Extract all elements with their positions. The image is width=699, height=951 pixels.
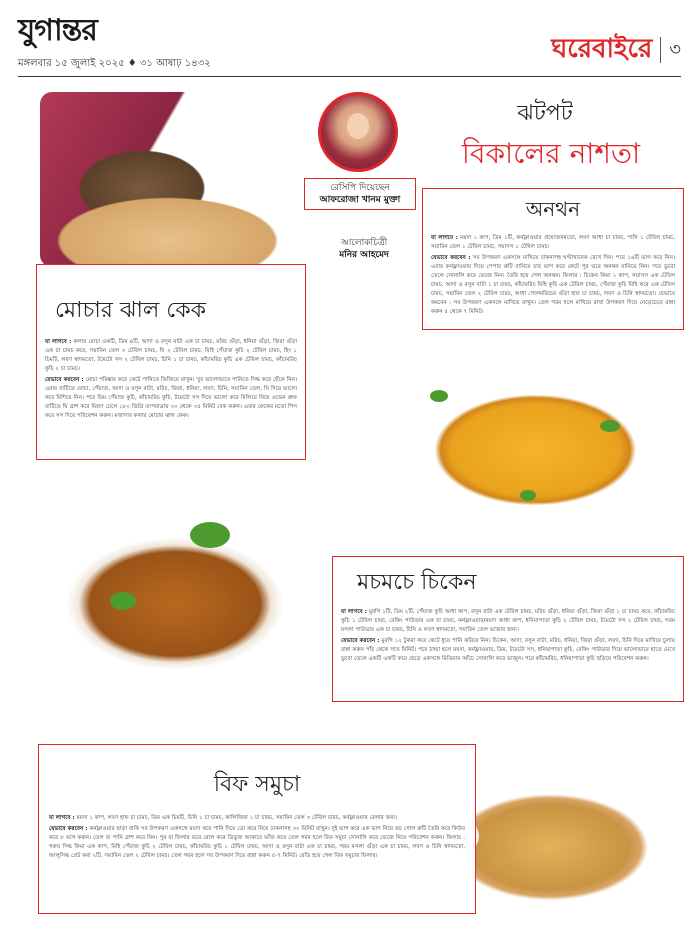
ingredients-value: কলার মোচা একটি, ডিম ৪টি, আদা ও রসুন বাটা এক চা চামচ, মরিচ গুঁড়া, ধনিয়া গুঁড়া, জিরা গুঁড়া এক চা চামচ করে, সয়াবিন তেল ৩ টেবিল চামচ, ঘি ২ টেবিল চামচ, মিহি পেঁয়াজ কুচি ২ টেবিল চামচ, হিং ১ চিমটি, লবণ স্বাদমতো, টমেটো সস ২ টেবিল চামচ, চিনি ১ চা চামচ, কাঁচামরিচ কুচি এক টেবিল চামচ, কাঁচামরিচ কুচি ২ চা চামচ। (45, 339, 298, 372)
dateline: মঙ্গলবার ১৫ জুলাই ২০২৫ ♦ ৩১ আষাঢ় ১৪৩২ (18, 58, 211, 69)
method-text (431, 254, 675, 317)
coriander-garnish-icon (600, 420, 620, 432)
newspaper-logo: যুগান্তর (18, 13, 97, 48)
recipe-box-crispy-chicken (332, 556, 684, 702)
coriander-garnish-icon (520, 490, 536, 501)
mint-garnish-icon (110, 592, 136, 610)
header-rule (18, 76, 681, 77)
ingredients-value: মুরগি ১টি, ডিম ২টি, পেঁয়াজ কুচি আধা কাপ, রসুন বাটা এক টেবিল চামচ, মরিচ গুঁড়া, ধনিয়া গুঁড়া, জিরা গুঁড়া ১ চা চামচ করে, কাঁচামরিচ কুচি ১ টেবিল চামচ, বেকিং পাউডার এক চা চামচ, কর্নফ্লাওয়ার/ময়দা আধা কাপ, ধনিয়াপাতা কুচি ২ টেবিল চামচ, টমেটো সস ২ টেবিল চামচ, গরম মসলা পাউডার এক চা চামচ, চিনি ও লবণ স্বাদমতো, সয়াবিন তেল ভাজার জন্য। (341, 609, 676, 633)
recipe-title: মচমচে চিকেন (357, 570, 477, 595)
method-value: সব উপকরণ একসঙ্গে মাখিয়ে ঢাকনাসহ ঘণ্টাখানেক রেখে দিন। পরে ১৬টি ভাগ করে নিন। এবার কর্নফ্লাওয়ার দিয়ে পেপার রুটি বানিয়ে চার ভাগ করে কেটে পুর ভরে অনথন বানিয়ে নিন। পরে ডুবো তেলে সোনালি করে ভেজে নিন। তৈরি হয়ে গেল অনথন। ফিলার : চিকেন কিমা ১ কাপ, সয়াসস এক টেবিল চামচ, আদা ও রসুন বাটা ১ চা চামচ, কাঁচামরিচ মিহি কুচি এক টেবিল চামচ, পেঁয়াজ কুচি মিহি করে এক টেবিল চামচ, সয়াবিন তেল ২ টেবিল চামচ, আধা গোলমরিচের গুঁড়া হাফ চা চামচ, লবণ ও চিনি স্বাদমতো। যেভাবে করবেন : সব উপকরণ একসঙ্গে মাখিয়ে রাখুন। তেল গরম হলে মাখিয়ে রাখা উপকরণ দিয়ে নেড়েচেড়ে রান্না করুন ৫ থেকে ৭ মিনিট। (431, 255, 675, 315)
method-value: মোচা পরিষ্কার করে কেটে পানিতে ভিজিয়ে রাখুন। খুব ভালোভাবে পানিতে সিদ্ধ করে ছেঁকে নিন। এবার বাটিতে মোচা, পেঁয়াজ, আদা ও রসুন বাটা, মরিচ, জিরা, ধনিয়া, লবণ, চিনি, সয়াবিন তেল, ঘি দিয়ে ভালো করে মিশিয়ে নিন। পরে ডিম পেঁয়াজ কুচি, কাঁচামরিচ কুচি, টমেটো সস দিয়ে ভালো করে মিলিয়ে নিয়ে ওভেন প্রুফ বাটিতে ঘি ব্রাশ করে মিশ্রণ ঢেলে ১৮০ ডিগ্রি তাপমাত্রায় ৩০ থেকে ৩৫ মিনিট বেক করুন। এবার কেকের মতো পিস করে সস দিয়ে পরিবেশন করুন। মজাদার কলার মোচার ঝাল কেক। (45, 377, 298, 419)
ingredients-text (341, 608, 675, 635)
ingredients-value: ময়দা ১ কাপ, ডিম ১টি, কর্নফ্লাওয়ার প্রয়োজনমতো, লবণ আধা চা চামচ, পানি ১ টেবিল চামচ, সয়াবিন তেল ১ টেবিল চামচ, সয়াসস ১ টেবিল চামচ। (431, 235, 675, 250)
face-icon (347, 113, 369, 139)
feature-kicker: ঝটপট (517, 101, 573, 126)
coriander-garnish-icon (430, 390, 448, 402)
method-value: কর্নফ্লাওয়ার ছাড়া বাকি সব উপকরণ একসঙ্গে ময়দা করে পানি দিয়ে ডো করে নিয়ে ঢাকনাসহ ৩০ মিনিট রাখুন। দুই ভাগ করে এক ভাগ নিয়ে বড় গোল রুটি তৈরি করে কিউব করে ৮ ভাগ করুন। তেল বা পানি ব্রাশ করে নিন। পুর বা ফিলার ভরে রোল করে ত্রিভুজ আকারে ভাঁজ করে তেল গরম হলে বিফ সমুচা সোনালি করে ভেজে নিয়ে পরিবেশন করুন। ফিলার : গরুর সিদ্ধ কিমা এক কাপ, মিহি পেঁয়াজ কুচি ২ টেবিল চামচ, কাঁচামরিচ কুচি ১ টেবিল চামচ, আদা ও রসুন বাটা এক চা চামচ, গরম মসলা গুঁড়া এক চা চামচ, লবণ ও চিনি স্বাদমতো, আলুসিদ্ধ গ্রেট করা ২টি, সয়াবিন তেল ২ টেবিল চামচ। তেল গরম হলে সব উপকরণ দিয়ে রান্না করুন ৫-৭ মিনিট। রেডি হয়ে গেল বিফ সমুচার ফিলার। (49, 826, 465, 859)
crispy-chicken-photo (20, 492, 330, 707)
ingredients-label: যা লাগবে : (45, 339, 72, 345)
ingredients-text (431, 234, 675, 252)
recipe-box-anthon (422, 188, 684, 330)
mint-garnish-icon (190, 522, 230, 548)
page-number: ৩ (669, 38, 681, 60)
ingredients-value: ময়দা ১ কাপ, লবণ হাফ চা চামচ, ডিম এক চিমটি, চিনি ১ চা চামচ, কালিজিরা ১ চা চামচ, সয়াবিন তেল ৩ টেবিল চামচ, কর্নফ্লাওয়ার বেলার জন্য। (76, 815, 398, 821)
recipe-credit-label: রেসিপি দিয়েছেন (330, 183, 390, 193)
photo-credit-label: আলোকচিত্রী (340, 238, 388, 248)
method-label: যেভাবে করবেন : (341, 638, 380, 644)
photo-credit-name: মনির আহমেদ (339, 250, 389, 260)
method-label: যেভাবে করবেন : (45, 377, 84, 383)
method-label: যেভাবে করবেন : (49, 826, 88, 832)
masthead (18, 13, 211, 73)
ingredients-label: যা লাগবে : (431, 235, 458, 241)
section-divider (660, 37, 661, 63)
method-text (49, 825, 465, 861)
chef-avatar (318, 92, 398, 172)
method-text (45, 376, 297, 421)
method-label: যেভাবে করবেন : (431, 255, 471, 261)
recipe-box-mocha-cake (36, 264, 306, 460)
recipe-title: অনথন (525, 197, 581, 221)
ingredients-label: যা লাগবে : (341, 609, 367, 615)
photo-credit (328, 237, 400, 261)
mocha-cake-photo (40, 92, 295, 267)
recipe-title: মোচার ঝাল কেক (55, 298, 206, 323)
method-value: মুরগি ১২ টুকরা করে কেটে ধুয়ে পানি ঝরিয়ে নিন। চিকেন, আদা, রসুন বাটা, মরিচ, ধনিয়া, জিরা গুঁড়া, লবণ, চিনি দিয়ে মাখিয়ে চুলায় রান্না করুন পাঁচ থেকে সাত মিনিট। পরে ঠান্ডা হলে ময়দা, কর্নফ্লাওয়ার, ডিম, টমেটো সস, ধনিয়াপাতা কুচি, বেকিং পাউডার দিয়ে ভালোভাবে হাতে মেখে ডুবো তেলে একটি একটি করে ছেড়ে একসঙ্গে মিডিয়াম আঁচে সোনালি করে ভাজুন। পরে কাঁচামরিচ, ধনিয়াপাতা কুচি ছড়িয়ে পরিবেশন করুন। (341, 638, 675, 662)
recipe-title: বিফ সমুচা (213, 772, 301, 797)
section-header (551, 28, 681, 72)
ingredients-text (49, 814, 465, 823)
feature-title: বিকালের নাশতা (461, 137, 641, 170)
method-text (341, 637, 675, 664)
wonton-photo (370, 340, 688, 540)
ingredients-text (45, 338, 297, 374)
section-name: ঘরেবাইরে (551, 34, 653, 64)
ingredients-label: যা লাগবে : (49, 815, 75, 821)
recipe-box-beef-samosa (38, 744, 476, 914)
recipe-credit-name: আফরোজা খানম মুক্তা (319, 195, 401, 205)
recipe-credit (304, 178, 416, 210)
